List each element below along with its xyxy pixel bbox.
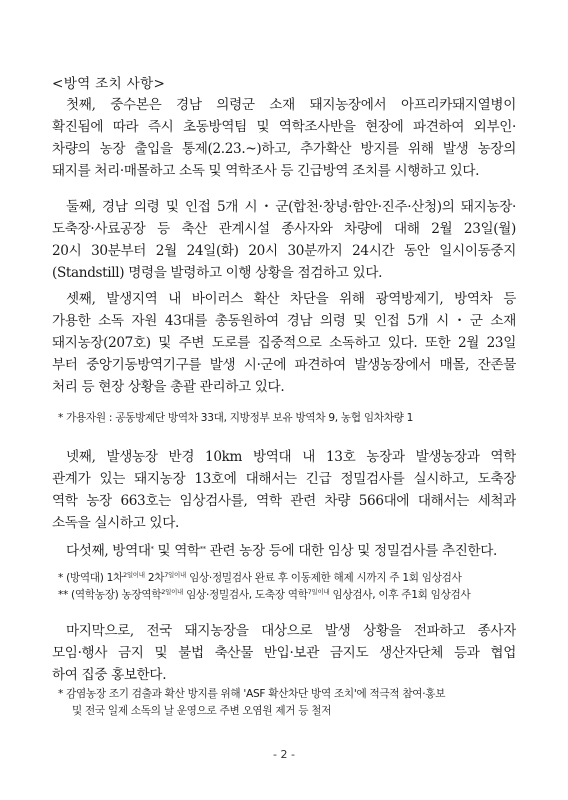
text-run: 다섯째, 방역대 bbox=[66, 543, 151, 559]
paragraph-line: 소독을 실시하고 있다. bbox=[52, 515, 179, 531]
paragraph-line: 차량의 농장 출입을 통제(2.23.~)하고, 추가확산 방지를 위해 발생 농장의 bbox=[52, 141, 516, 157]
superscript-mark: * bbox=[150, 545, 154, 553]
text-run: 및 역학 bbox=[153, 543, 200, 559]
superscript-mark: 2일이내 bbox=[161, 588, 184, 596]
paragraph-line: 처리 등 현장 상황을 총괄 관리하고 있다. bbox=[52, 379, 285, 395]
paragraph-second bbox=[52, 196, 516, 284]
footnote-line bbox=[58, 570, 518, 587]
paragraph-line: 역학 농장 663호는 임상검사를, 역학 관련 차량 566대에 대해서는 세척과 bbox=[52, 493, 516, 509]
paragraph-third bbox=[52, 288, 516, 398]
text-run: 2차 bbox=[144, 572, 165, 584]
footnote-line bbox=[58, 587, 518, 604]
paragraph-line: 20시 30분부터 2월 24일(화) 20시 30분까지 24시간 동안 일시이동중지 bbox=[52, 243, 516, 259]
footnote-quarantine bbox=[58, 570, 518, 604]
footnote-resources bbox=[58, 410, 518, 427]
paragraph-line: 마지막으로, 전국 돼지농장을 대상으로 발생 상황을 전파하고 종사자 bbox=[66, 623, 516, 639]
paragraph-first bbox=[52, 94, 516, 182]
superscript-mark: 7일이내 bbox=[164, 571, 186, 579]
text-run: ** (역학농장) 농장역학 bbox=[58, 589, 162, 601]
paragraph-fourth bbox=[52, 446, 516, 534]
paragraph-line: 확진됨에 따라 즉시 초동방역팀 및 역학조사반을 현장에 파견하여 외부인· bbox=[52, 119, 516, 135]
paragraph-line: 하여 집중 홍보한다. bbox=[52, 667, 167, 683]
paragraph-line: 셋째, 발생지역 내 바이러스 확산 차단을 위해 광역방제기, 방역차 등 bbox=[66, 291, 516, 307]
paragraph-last bbox=[52, 620, 516, 686]
section-heading: <방역 조치 사항> bbox=[52, 76, 166, 92]
superscript-mark: ** bbox=[199, 545, 206, 553]
text-run: 임상·정밀검사, 도축장 역학 bbox=[183, 589, 308, 601]
superscript-mark: 2일이내 bbox=[122, 571, 145, 579]
superscript-mark: 7일이내 bbox=[307, 588, 330, 596]
footnote-promotion bbox=[58, 686, 518, 720]
page-number: - 2 - bbox=[273, 748, 295, 761]
paragraph-line bbox=[52, 540, 516, 562]
text-run: * (방역대) 1차 bbox=[58, 572, 123, 584]
paragraph-line: 가용한 소독 자원 43대를 총동원하여 경남 의령 및 인접 5개 시・군 소재 bbox=[52, 313, 516, 329]
paragraph-line: 모임·행사 금지 및 불법 축산물 반입·보관 금지도 생산자단체 등과 협업 bbox=[52, 645, 516, 661]
paragraph-line: 부터 중앙기동방역기구를 발생 시·군에 파견하여 발생농장에서 매몰, 잔존물 bbox=[52, 357, 516, 373]
paragraph-line: 첫째, 중수본은 경남 의령군 소재 돼지농장에서 아프리카돼지열병이 bbox=[66, 97, 516, 113]
paragraph-line: 도축장·사료공장 등 축산 관계시설 종사자와 차량에 대해 2월 23일(월) bbox=[52, 221, 516, 237]
paragraph-fifth bbox=[52, 540, 516, 562]
footnote-line: * 가용자원 : 공동방제단 방역차 33대, 지방정부 보유 방역차 9, 농협 임차차량 1 bbox=[58, 412, 414, 424]
text-run: 관련 농장 등에 대한 임상 및 정밀검사를 추진한다. bbox=[205, 543, 498, 559]
paragraph-line: 돼지를 처리·매몰하고 소독 및 역학조사 등 긴급방역 조치를 시행하고 있다. bbox=[52, 163, 480, 179]
text-run: 임상·정밀검사 완료 후 이동제한 해제 시까지 주 1회 임상검사 bbox=[186, 572, 462, 584]
footnote-line: 및 전국 일제 소독의 날 운영으로 주변 오염원 제거 등 철저 bbox=[72, 705, 332, 717]
footnote-line: * 감염농장 조기 검출과 확산 방지를 위해 'ASF 확산차단 방역 조치'에 적극적 참여·홍보 bbox=[58, 688, 446, 700]
paragraph-line: 넷째, 발생농장 반경 10km 방역대 내 13호 농장과 발생농장과 역학 bbox=[66, 449, 516, 465]
paragraph-line: 관계가 있는 돼지농장 13호에 대해서는 긴급 정밀검사를 실시하고, 도축장 bbox=[52, 471, 516, 487]
paragraph-line: 돼지농장(207호) 및 주변 도로를 집중적으로 소독하고 있다. 또한 2월 23일 bbox=[52, 335, 516, 351]
paragraph-line: (Standstill) 명령을 발령하고 이행 상황을 점검하고 있다. bbox=[52, 265, 383, 281]
paragraph-line: 둘째, 경남 의령 및 인접 5개 시・군(합천·창녕·함안·진주·산청)의 돼지농장· bbox=[66, 199, 516, 215]
text-run: 임상검사, 이후 주1회 임상검사 bbox=[329, 589, 471, 601]
